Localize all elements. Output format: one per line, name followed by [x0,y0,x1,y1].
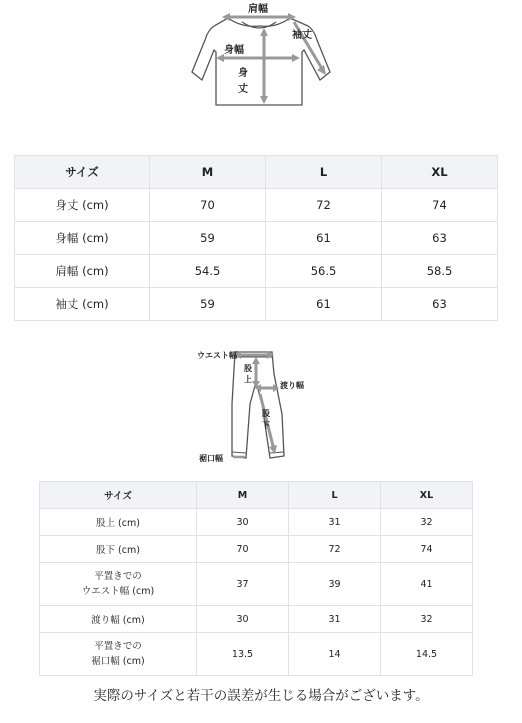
row-label: 肩幅 (cm) [15,255,150,288]
cell: 59 [150,222,266,255]
table-header-row [15,156,498,189]
table-row [15,189,498,222]
row-label: 平置きでの 裾口幅 (cm) [40,633,197,676]
row-label: 身丈 (cm) [15,189,150,222]
cell: 14.5 [381,633,473,676]
cell: 30 [197,509,289,536]
shirt-diagram [180,0,340,115]
pants-outline-icon [232,352,284,458]
cell: 37 [197,563,289,606]
cell: 72 [266,189,382,222]
cell: 70 [197,536,289,563]
table-row [40,563,473,606]
cell: 56.5 [266,255,382,288]
table-row [15,288,498,321]
cell: 61 [266,288,382,321]
header-size: サイズ [40,482,197,509]
label-waist-width: ウエスト幅 [197,351,237,360]
cell: 14 [289,633,381,676]
pants-diagram [190,344,340,469]
label-shoulder-width: 肩幅 [248,4,268,15]
cell: 70 [150,189,266,222]
table-row [40,509,473,536]
row-label: 平置きでの ウエスト幅 (cm) [40,563,197,606]
label-thigh-width: 渡り幅 [280,381,304,390]
label-body-length-1: 身 [238,68,248,79]
header-size: サイズ [15,156,150,189]
cell: 54.5 [150,255,266,288]
cell: 32 [381,509,473,536]
cell: 72 [289,536,381,563]
cell: 63 [382,288,498,321]
header-l: L [266,156,382,189]
top-size-table [14,155,498,321]
table-row [15,255,498,288]
size-disclaimer-note: 実際のサイズと若干の誤差が生じる場合がございます。 [93,688,429,704]
cell: 31 [289,606,381,633]
cell: 13.5 [197,633,289,676]
cell: 59 [150,288,266,321]
header-xl: XL [382,156,498,189]
label-inseam-1: 股 [262,409,270,418]
header-xl: XL [381,482,473,509]
table-header-row [40,482,473,509]
table-row [40,536,473,563]
cell: 41 [381,563,473,606]
label-sleeve-length: 袖丈 [292,30,312,41]
label-body-length-2: 丈 [238,84,248,95]
row-label: 股下 (cm) [40,536,197,563]
label-hem-width: 裾口幅 [199,454,223,463]
cell: 61 [266,222,382,255]
label-rise-2: 上 [244,375,252,384]
label-inseam-2: 下 [262,421,270,430]
cell: 32 [381,606,473,633]
cell: 30 [197,606,289,633]
label-body-width: 身幅 [224,45,244,56]
label-rise-1: 股 [244,364,252,373]
cell: 39 [289,563,381,606]
row-label: 股上 (cm) [40,509,197,536]
table-row [40,606,473,633]
cell: 58.5 [382,255,498,288]
table-row [15,222,498,255]
header-l: L [289,482,381,509]
row-label: 身幅 (cm) [15,222,150,255]
cell: 74 [382,189,498,222]
cell: 31 [289,509,381,536]
bottom-size-table [39,481,473,676]
cell: 74 [381,536,473,563]
header-m: M [150,156,266,189]
row-label: 袖丈 (cm) [15,288,150,321]
header-m: M [197,482,289,509]
cell: 63 [382,222,498,255]
table-row [40,633,473,676]
row-label: 渡り幅 (cm) [40,606,197,633]
